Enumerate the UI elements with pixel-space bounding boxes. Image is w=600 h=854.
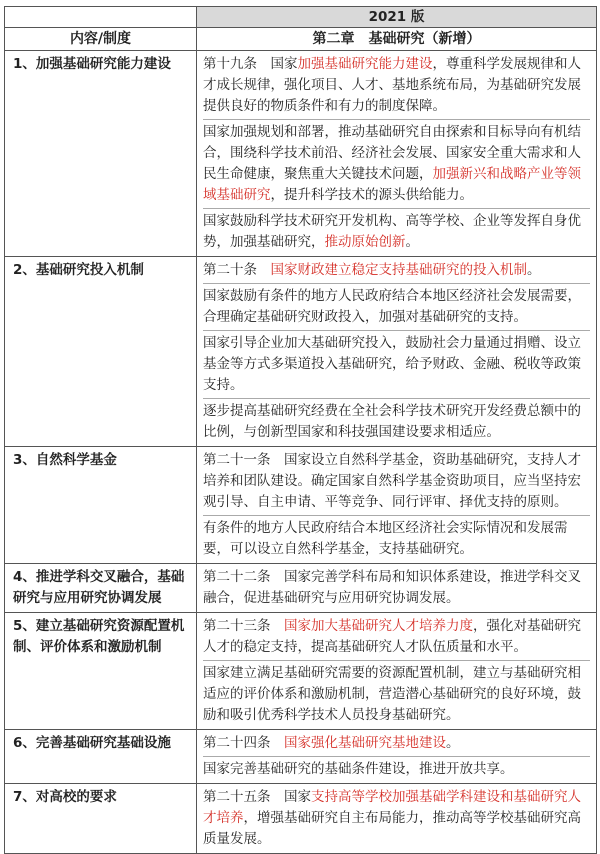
clause-text: 第十九条 国家	[203, 56, 298, 72]
table-row	[5, 447, 597, 564]
table-row	[5, 730, 597, 784]
clause-paragraph	[203, 330, 590, 398]
content-cell	[197, 564, 597, 613]
clause-paragraph	[203, 515, 590, 562]
clause-text: 逐步提高基础研究经费在全社会科学技术研究开发经费总额中的比例，与创新型国家和科技强国建设要求相适应。	[203, 403, 581, 440]
clause-paragraph	[203, 260, 590, 283]
clause-text: ，提升科学技术的源头供给能力。	[270, 187, 473, 203]
clause-paragraph	[203, 567, 590, 611]
content-cell	[197, 784, 597, 854]
content-cell	[197, 257, 597, 447]
highlighted-text: 推动原始创新	[324, 234, 406, 250]
clause-text: 第二十四条	[203, 735, 284, 751]
topic-cell: 7、对高校的要求	[5, 784, 197, 854]
clause-text: 国家加强规划和部署，推动基础研究自由探索和目标导向有机结合，围绕科学技术前沿、经济社会发展、国家安全重大需求和人民生命健康，聚焦重大关键技术问题，	[203, 124, 581, 182]
content-cell	[197, 447, 597, 564]
table-row	[5, 784, 597, 854]
clause-text: 国家鼓励科学技术研究开发机构、高等学校、企业等发挥自身优势，加强基础研究，	[203, 213, 581, 250]
highlighted-text: 国家加大基础研究人才培养力度	[284, 618, 473, 634]
topic-cell: 3、自然科学基金	[5, 447, 197, 564]
clause-paragraph	[203, 208, 590, 255]
clause-text: 国家鼓励有条件的地方人民政府结合本地区经济社会发展需要，合理确定基础研究财政投入，加强对基础研究的支持。	[203, 288, 581, 325]
table-row	[5, 51, 597, 257]
clause-text: 有条件的地方人民政府结合本地区经济社会实际情况和发展需要，可以设立自然科学基金，支持基础研究。	[203, 520, 568, 557]
clause-text: 国家建立满足基础研究需要的资源配置机制，建立与基础研究相适应的评价体系和激励机制，营造潜心基础研究的良好环境，鼓励和吸引优秀科学技术人员投身基础研究。	[203, 665, 581, 723]
highlighted-text: 国家强化基础研究基地建设	[284, 735, 446, 751]
table-row	[5, 613, 597, 730]
clause-text: 国家引导企业加大基础研究投入，鼓励社会力量通过捐赠、设立基金等方式多渠道投入基础研究，给予财政、金融、税收等政策支持。	[203, 335, 581, 393]
clause-paragraph	[203, 756, 590, 782]
clause-paragraph	[203, 450, 590, 515]
highlighted-text: 支持高等学校加强基础学科建设和基础研究人才培养	[203, 789, 581, 826]
clause-paragraph	[203, 119, 590, 208]
content-cell	[197, 613, 597, 730]
clause-paragraph	[203, 54, 590, 119]
column-header-topic: 内容/制度	[5, 28, 197, 51]
topic-cell: 5、建立基础研究资源配置机制、评价体系和激励机制	[5, 613, 197, 730]
clause-text: 第二十一条 国家设立自然科学基金，资助基础研究，支持人才培养和团队建设。确定国家自然科学基金资助项目，应当坚持宏观引导、自主申请、平等竞争、同行评审、择优支持的原则。	[203, 452, 581, 510]
comparison-table	[4, 6, 597, 854]
clause-text: 第二十五条 国家	[203, 789, 311, 805]
clause-text: 。	[527, 262, 541, 278]
highlighted-text: 加强基础研究能力建设	[297, 56, 433, 72]
version-label: 2021 版	[197, 7, 597, 28]
table-row	[5, 564, 597, 613]
clause-paragraph	[203, 787, 590, 852]
highlighted-text: 加强新兴和战略产业等领域基础研究	[203, 166, 581, 203]
clause-text: 第二十二条 国家完善学科布局和知识体系建设，推进学科交叉融合，促进基础研究与应用研究协调发展。	[203, 569, 581, 606]
topic-cell: 6、完善基础研究基础设施	[5, 730, 197, 784]
highlighted-text: 国家财政建立稳定支持基础研究的投入机制	[270, 262, 527, 278]
clause-text: ，增强基础研究自主布局能力，推动高等学校基础研究高质量发展。	[203, 810, 581, 847]
clause-text: ，尊重科学发展规律和人才成长规律，强化项目、人才、基地系统布局，为基础研究发展提供良好的物质条件和有力的制度保障。	[203, 56, 581, 114]
clause-text: 。	[446, 735, 460, 751]
clause-text: 第二十条	[203, 262, 271, 278]
clause-paragraph	[203, 283, 590, 330]
column-header-chapter: 第二章 基础研究（新增）	[197, 28, 597, 51]
clause-text: 。	[405, 234, 419, 250]
clause-paragraph	[203, 616, 590, 660]
version-header-blank-cell	[5, 7, 197, 28]
clause-text: 国家完善基础研究的基础条件建设，推进开放共享。	[203, 761, 514, 777]
clause-paragraph	[203, 398, 590, 445]
content-cell	[197, 730, 597, 784]
clause-text: 第二十三条	[203, 618, 284, 634]
column-header-row	[5, 28, 597, 51]
clause-text: ，强化对基础研究人才的稳定支持，提高基础研究人才队伍质量和水平。	[203, 618, 581, 655]
law-comparison-document	[4, 6, 596, 854]
table-row	[5, 257, 597, 447]
content-cell	[197, 51, 597, 257]
topic-cell: 2、基础研究投入机制	[5, 257, 197, 447]
clause-paragraph	[203, 660, 590, 728]
topic-cell: 4、推进学科交叉融合，基础研究与应用研究协调发展	[5, 564, 197, 613]
clause-paragraph	[203, 733, 590, 756]
version-header-row	[5, 7, 597, 28]
topic-cell: 1、加强基础研究能力建设	[5, 51, 197, 257]
